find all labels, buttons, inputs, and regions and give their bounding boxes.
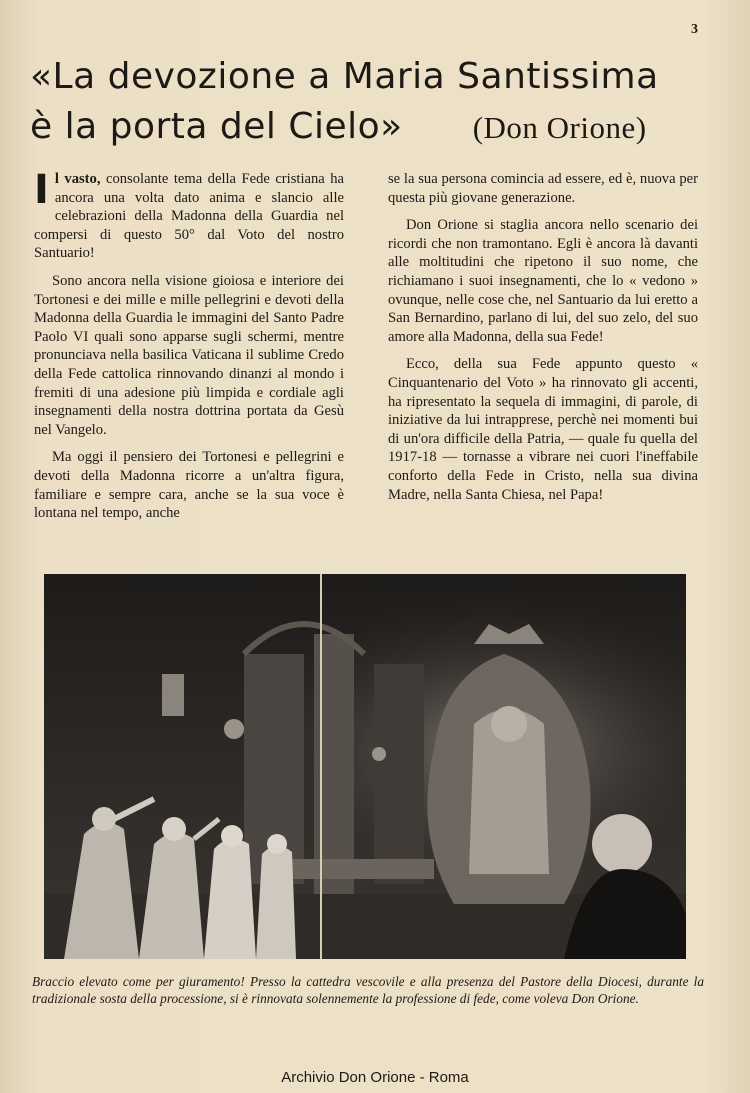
article-headline xyxy=(30,52,710,153)
procession-photo xyxy=(44,574,686,959)
paragraph: se la sua persona comincia ad essere, ed è, nuova per questa più giovane generazione. xyxy=(388,171,698,206)
paragraph-text: consolante tema della Fede cristiana ha ancora una volta dato anima e slancio alle celebrazioni della Madonna della Guardia nel compersi di questo 50° dal Voto del nostro Santuario! xyxy=(34,171,344,262)
paragraph: Sono ancora nella visione gioiosa e interiore dei Tortonesi e dei mille e mille pellegrini e devoti della Madonna della Guardia le immagini del Santo Padre Paolo VI quali sono apparse sugli schermi, mentre pronunciava nella basilica Vaticana il sublime Credo della Fede cattolica rinnovando dinanzi al mondo i fremiti di una adesione più limpida e cordiale agli insegnamenti della nostra dottrina portata da Gesù nel Vangelo. xyxy=(34,272,344,438)
paragraph xyxy=(34,167,344,263)
headline-line-2 xyxy=(30,102,710,153)
page-number: 3 xyxy=(691,22,698,37)
headline-line-1: «La devozione a Maria Santissima xyxy=(30,56,659,97)
article-body xyxy=(34,167,698,562)
archive-footer: Archivio Don Orione - Roma xyxy=(281,1069,469,1086)
photo-caption: Braccio elevato come per giuramento! Presso la cattedra vescovile e alla presenza del Pastore della Diocesi, durante la tradizionale sosta della processione, si è rinnovata solennemente la professione di fede, come voleva Don Orione. xyxy=(32,974,704,1006)
lead-word: l vasto, xyxy=(54,171,101,187)
procession-photo-illustration xyxy=(44,574,686,959)
paragraph: Ecco, della sua Fede appunto questo « Cinquantenario del Voto » ha rinnovato gli accenti, ha ripresentato la sequela di immagini, di parole, di iniziative da lui intrapprese, perchè nei momenti bui di un'ora difficile della Patria, — quale fu quella del 1917-18 — tornasse a vibrare nei cuori l'ineffabile conforto della Fede in Cristo, nella sua divina Madre, nella Santa Chiesa, nel Papa! xyxy=(388,356,698,503)
right-column xyxy=(388,170,698,562)
paragraph: Ma oggi il pensiero dei Tortonesi e pellegrini e devoti della Madonna ricorre a un'altra figura, familiare e sempre cara, anche se la sua voce è lontana nel tempo, anche xyxy=(34,449,344,522)
paragraph: Don Orione si staglia ancora nello scenario dei ricordi che non tramontano. Egli è ancora là davanti alle moltitudini che ripetono il suo nome, che richiamano i suoi insegnamenti, che lo « vedono » ovunque, nelle cose che, nel Santuario da lui eretto a San Bernardino, parlano di lui, del suo zelo, del suo amore alla Madonna, della sua Fede! xyxy=(388,217,698,345)
headline-author: (Don Orione) xyxy=(472,110,647,145)
drop-cap: I xyxy=(34,167,49,213)
left-column xyxy=(34,167,344,562)
headline-line-2-text: è la porta del Cielo» xyxy=(30,106,403,147)
